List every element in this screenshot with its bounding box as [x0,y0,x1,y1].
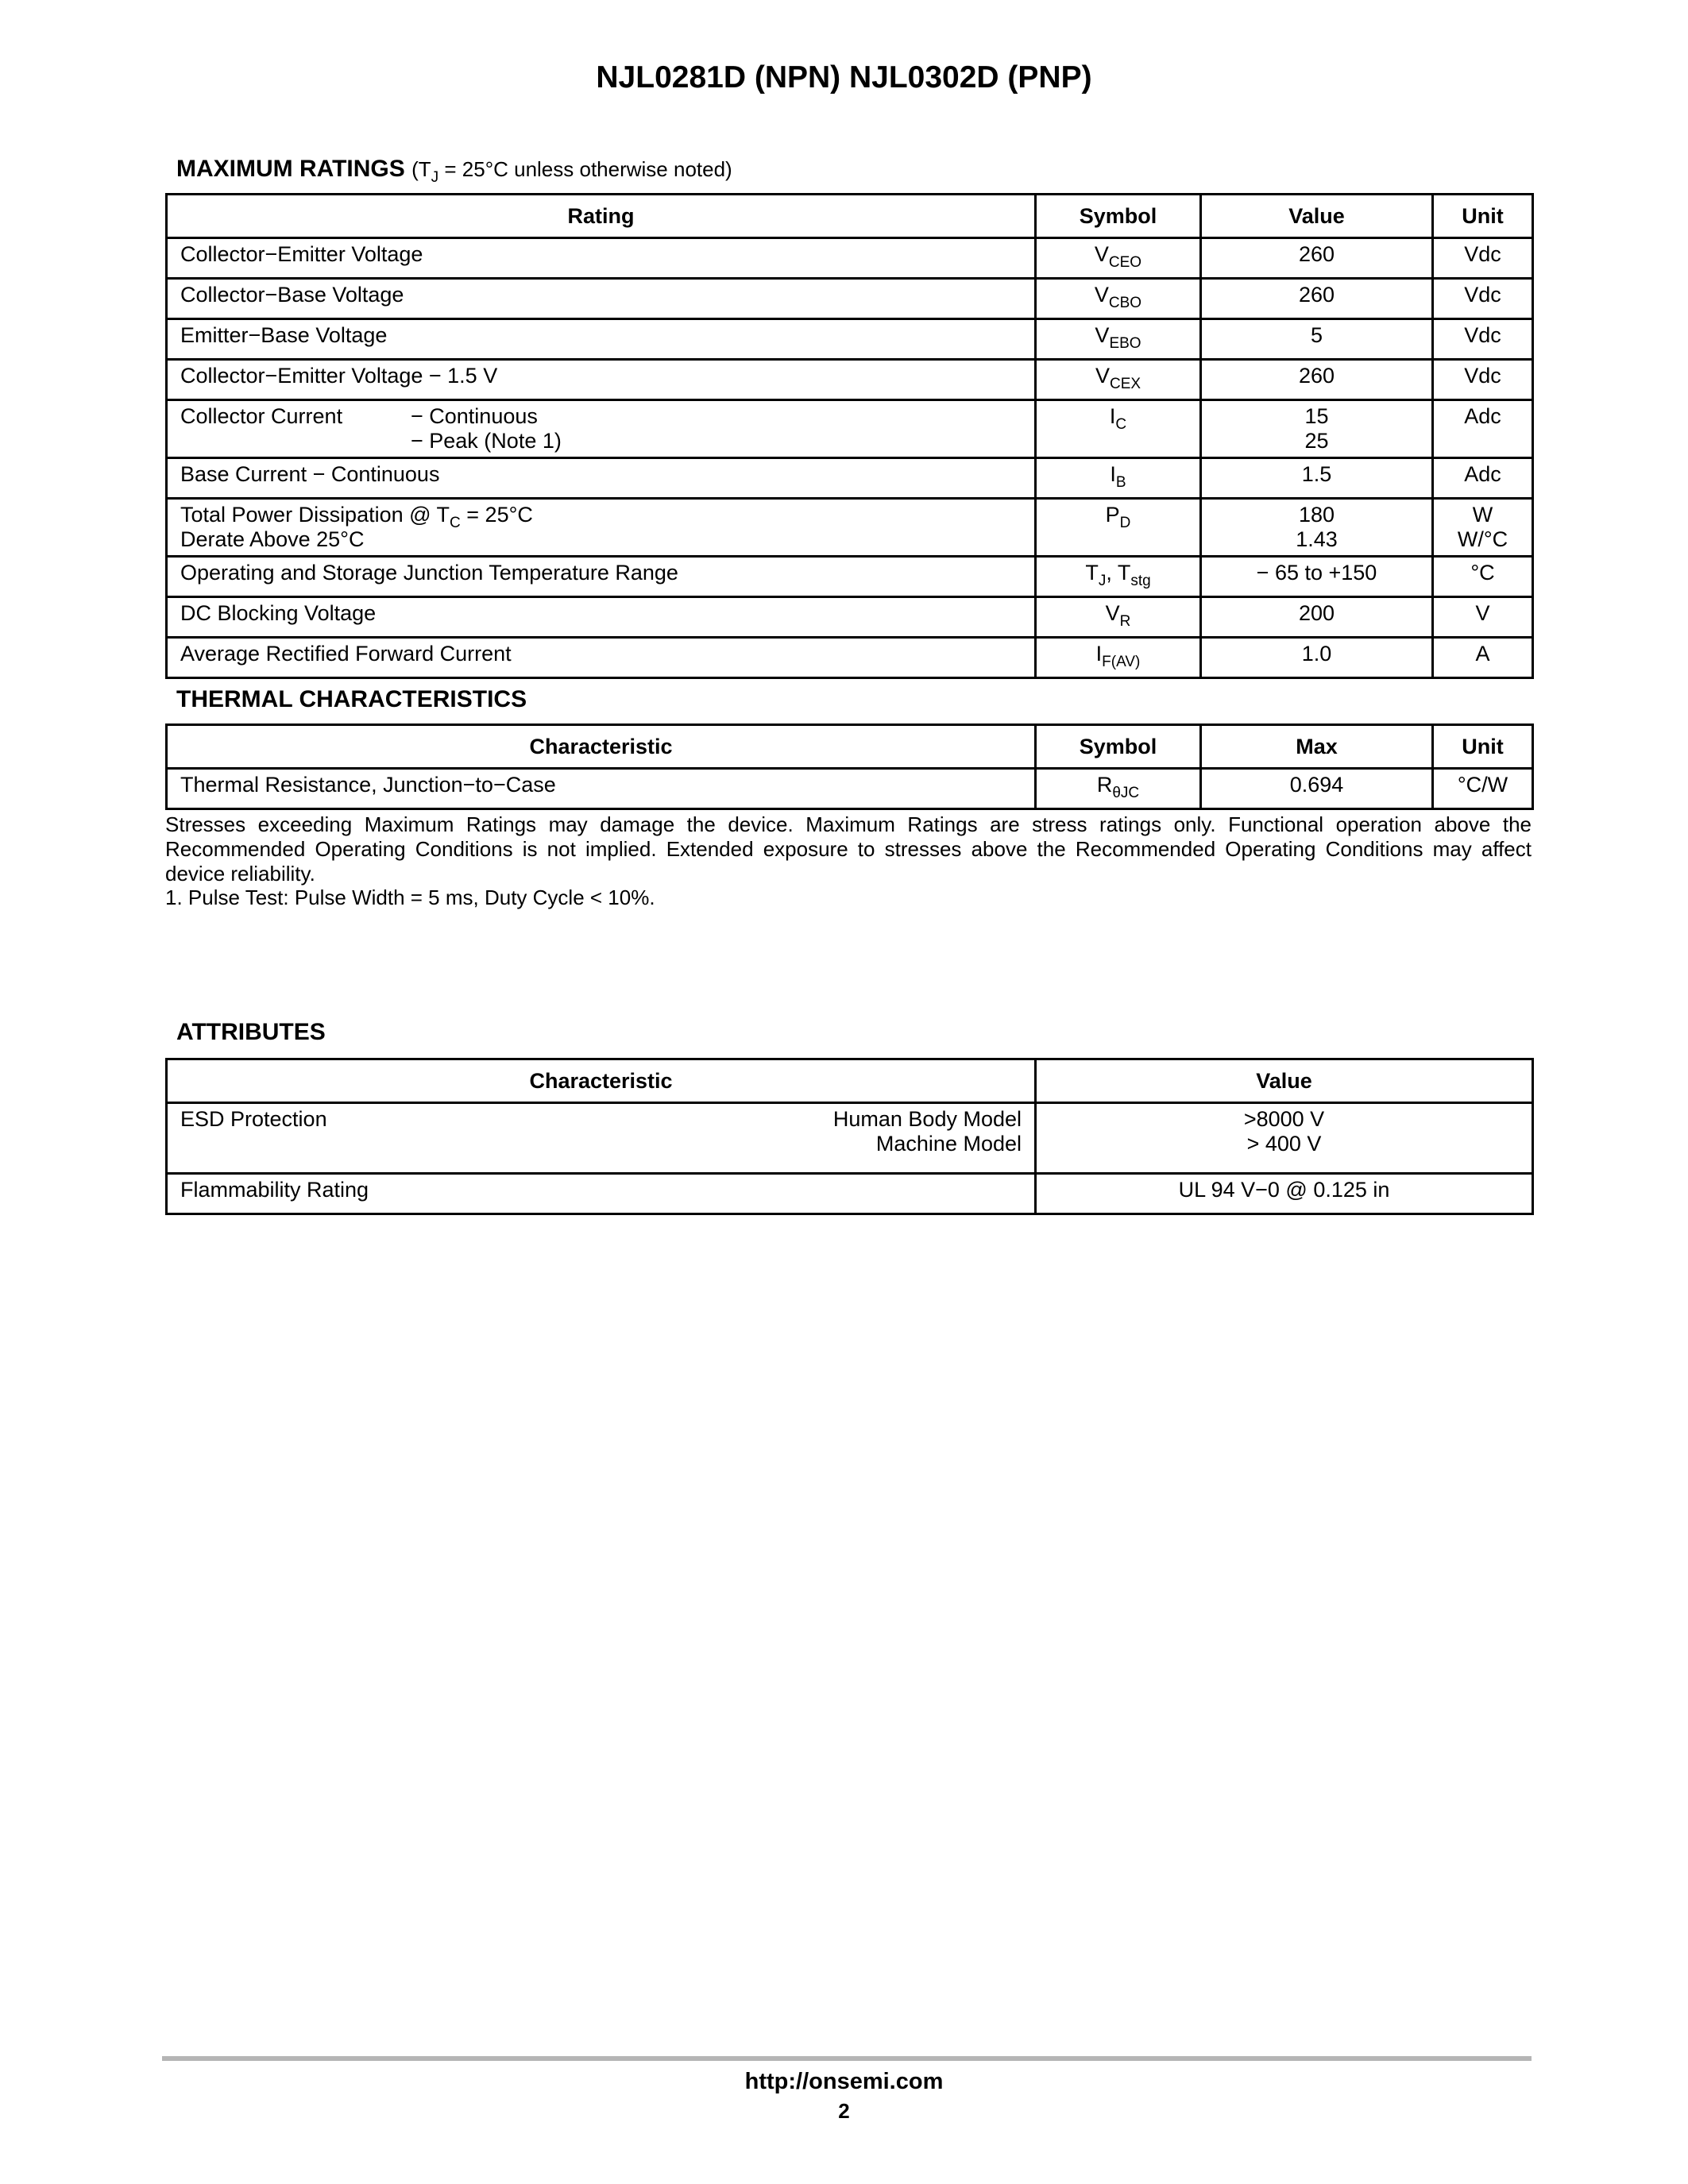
symbol-cell: $I_B$ [1036,458,1201,499]
unit-cell: V [1433,597,1533,638]
page-number: 2 [838,2099,850,2123]
table-row [167,638,1533,678]
symbol-cell: $I_C$ [1036,400,1201,458]
thermal-table [165,723,1534,810]
table-row [167,279,1533,319]
column-header: Symbol [1036,195,1201,238]
characteristic-cell [167,1103,1036,1174]
value-cell: 260 [1201,238,1433,279]
rating-cell: Operating and Storage Junction Temperature Range [167,557,1036,597]
unit-cell: Adc [1433,458,1533,499]
column-header: Characteristic [167,725,1036,769]
symbol-cell: $V_{CEO}$ [1036,238,1201,279]
unit-cell: °C/W [1433,769,1533,809]
symbol-cell: $T_J$, $T_{stg}$ [1036,557,1201,597]
column-header: Value [1036,1059,1533,1103]
rating-cell: Collector−Base Voltage [167,279,1036,319]
column-header: Unit [1433,195,1533,238]
characteristic-cell: Thermal Resistance, Junction−to−Case [167,769,1036,809]
symbol-cell: $V_{CBO}$ [1036,279,1201,319]
unit-cell: Vdc [1433,279,1533,319]
table-row [167,360,1533,400]
rating-cell: Base Current − Continuous [167,458,1036,499]
column-header: Value [1201,195,1433,238]
symbol-cell: $P_D$ [1036,499,1201,557]
unit-cell: Vdc [1433,319,1533,360]
table-header-row [167,725,1533,769]
table-row [167,238,1533,279]
table-header-row [167,1059,1533,1103]
value-cell: 260 [1201,279,1433,319]
symbol-cell: $I_{F(AV)}$ [1036,638,1201,678]
symbol-cell: $V_{CEX}$ [1036,360,1201,400]
value-cell: 1.0 [1201,638,1433,678]
unit-cell: A [1433,638,1533,678]
machine-model: Machine Model [875,1132,1022,1156]
column-header: Characteristic [167,1059,1036,1103]
value-cell: 15 25 [1201,400,1433,458]
value-cell: 180 1.43 [1201,499,1433,557]
value-cell: 0.694 [1201,769,1433,809]
attributes-table [165,1058,1534,1215]
stress-notice: Stresses exceeding Maximum Ratings may damage the device. Maximum Ratings are stress ratings only. Functional operation above the Recommended Operating Conditions is not implied. Extended exposure to stresses above the Recommended Operating Conditions may affect device reliability. [165,812,1532,886]
unit-cell: Vdc [1433,360,1533,400]
footer-divider [162,2056,1532,2061]
rating-cell: DC Blocking Voltage [167,597,1036,638]
symbol-cell: $V_R$ [1036,597,1201,638]
table-row [167,1103,1533,1174]
table-header-row [167,195,1533,238]
attributes-heading: ATTRIBUTES [176,1019,326,1045]
footer-url: http://onsemi.com [744,2069,944,2094]
value-cell: >8000 V > 400 V [1036,1103,1533,1174]
footnote-1: 1. Pulse Test: Pulse Width = 5 ms, Duty Cycle < 10%. [165,886,655,909]
rating-cell: Average Rectified Forward Current [167,638,1036,678]
column-header: Unit [1433,725,1533,769]
table-row [167,499,1533,557]
max-ratings-table [165,193,1534,679]
table-row [167,1174,1533,1214]
rating-cell [167,400,1036,458]
unit-cell: Adc [1433,400,1533,458]
value-cell: 1.5 [1201,458,1433,499]
unit-cell: °C [1433,557,1533,597]
max-ratings-heading [176,156,732,186]
table-row [167,458,1533,499]
column-header: Rating [167,195,1036,238]
page-title: NJL0281D (NPN) NJL0302D (PNP) [596,60,1092,95]
rating-cell: Emitter−Base Voltage [167,319,1036,360]
unit-cell: W W/°C [1433,499,1533,557]
table-row [167,319,1533,360]
value-cell: UL 94 V−0 @ 0.125 in [1036,1174,1533,1214]
table-row [167,400,1533,458]
value-cell: − 65 to +150 [1201,557,1433,597]
value-cell: 200 [1201,597,1433,638]
collector-current-label: Collector Current [180,404,343,428]
table-row [167,769,1533,809]
rating-cell: Collector−Emitter Voltage [167,238,1036,279]
column-header: Symbol [1036,725,1201,769]
max-ratings-title: MAXIMUM RATINGS [176,156,405,182]
symbol-cell: $V_{EBO}$ [1036,319,1201,360]
thermal-heading: THERMAL CHARACTERISTICS [176,686,527,712]
unit-cell: Vdc [1433,238,1533,279]
rating-cell: Total Power Dissipation @ $T_C = 25^\circ C$ Derate Above 25°C [167,499,1036,557]
rating-cell: Collector−Emitter Voltage − 1.5 V [167,360,1036,400]
value-cell: 5 [1201,319,1433,360]
esd-label: ESD Protection [180,1107,327,1131]
value-cell: 260 [1201,360,1433,400]
max-ratings-condition: ($T_J = 25^\circ C$ unless otherwise noted) [411,157,732,186]
collector-current-peak: − Peak (Note 1) [411,429,562,453]
column-header: Max [1201,725,1433,769]
human-body-model: Human Body Model [832,1107,1022,1131]
table-row [167,597,1533,638]
symbol-cell: $R_{\theta JC}$ [1036,769,1201,809]
table-row [167,557,1533,597]
characteristic-cell: Flammability Rating [167,1174,1036,1214]
collector-current-continuous: − Continuous [411,404,538,428]
